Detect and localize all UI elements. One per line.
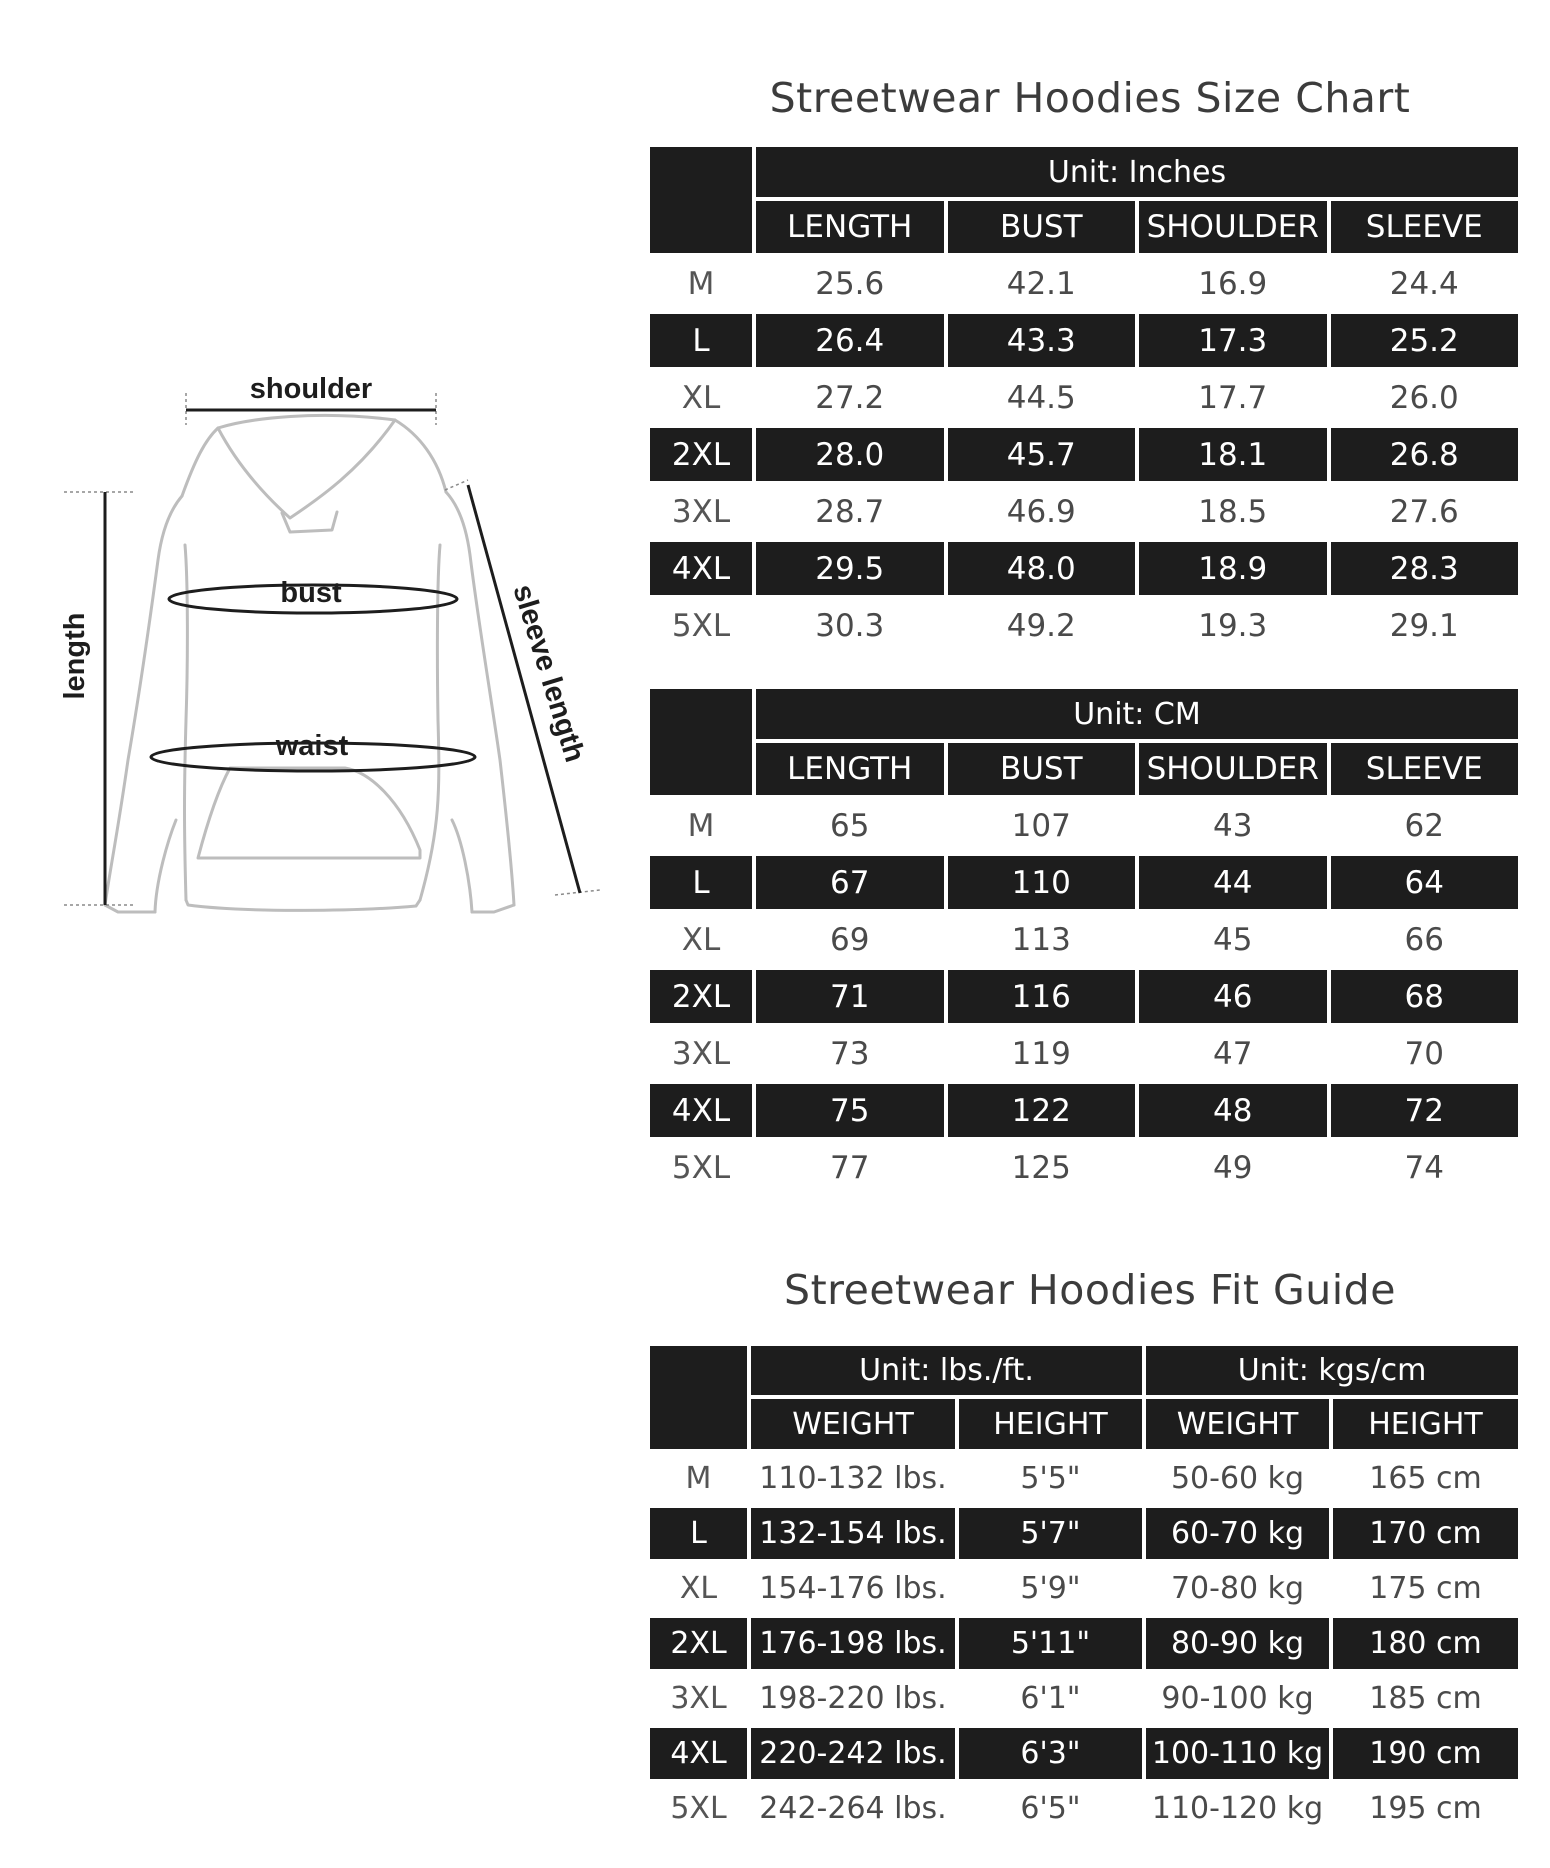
size-cell: 2XL <box>650 1618 747 1669</box>
table-row <box>650 1563 1518 1614</box>
value-cell: 175 cm <box>1369 1571 1482 1606</box>
value-cell: 107 <box>1011 807 1071 844</box>
column-header: SLEEVE <box>1331 743 1519 795</box>
corner-cell <box>650 1346 747 1449</box>
value-cell: 80-90 kg <box>1146 1618 1329 1669</box>
table-row <box>650 1783 1518 1834</box>
fit-guide-title: Streetwear Hoodies Fit Guide <box>784 1266 1396 1314</box>
value-cell: 100-110 kg <box>1146 1728 1329 1779</box>
size-cell: M <box>687 265 715 302</box>
value-cell: 180 cm <box>1333 1618 1518 1669</box>
value-cell: 17.3 <box>1139 314 1327 367</box>
value-cell: 50-60 kg <box>1170 1461 1305 1496</box>
value-cell: 49 <box>1213 1149 1253 1186</box>
value-cell: 5'9" <box>1020 1571 1081 1606</box>
table-row <box>650 856 1518 909</box>
table-row <box>650 1453 1518 1504</box>
table-row <box>650 1673 1518 1724</box>
value-cell: 45 <box>1213 921 1253 958</box>
value-cell: 29.5 <box>756 542 944 595</box>
value-cell: 27.6 <box>1389 493 1459 530</box>
value-cell: 185 cm <box>1369 1681 1482 1716</box>
table-row <box>650 485 1518 538</box>
value-cell: 113 <box>1011 921 1071 958</box>
size-chart-cm-table <box>646 685 1522 1198</box>
value-cell: 25.6 <box>815 265 885 302</box>
table-row <box>650 913 1518 966</box>
column-header: SHOULDER <box>1139 743 1327 795</box>
value-cell: 46 <box>1139 970 1327 1023</box>
table-row <box>650 542 1518 595</box>
value-cell: 66 <box>1404 921 1444 958</box>
value-cell: 18.9 <box>1139 542 1327 595</box>
column-header: SHOULDER <box>1139 201 1327 253</box>
value-cell: 67 <box>756 856 944 909</box>
size-chart-inches-table <box>646 143 1522 656</box>
column-header: HEIGHT <box>1333 1399 1518 1449</box>
table-row <box>650 1084 1518 1137</box>
value-cell: 44 <box>1139 856 1327 909</box>
value-cell: 46.9 <box>1006 493 1076 530</box>
size-cell: 4XL <box>650 1728 747 1779</box>
table-row <box>650 1618 1518 1669</box>
value-cell: 69 <box>830 921 870 958</box>
value-cell: 28.0 <box>756 428 944 481</box>
value-cell: 125 <box>1011 1149 1071 1186</box>
value-cell: 30.3 <box>815 607 885 644</box>
table-row <box>650 599 1518 652</box>
shoulder-label: shoulder <box>249 373 373 405</box>
table-row <box>650 1508 1518 1559</box>
table-row <box>650 1027 1518 1080</box>
column-header: BUST <box>948 201 1136 253</box>
value-cell: 154-176 lbs. <box>759 1571 947 1606</box>
size-cell: XL <box>679 1571 718 1606</box>
column-header: WEIGHT <box>1146 1399 1329 1449</box>
value-cell: 44.5 <box>1006 379 1076 416</box>
value-cell: 116 <box>948 970 1136 1023</box>
value-cell: 18.1 <box>1139 428 1327 481</box>
value-cell: 198-220 lbs. <box>759 1681 947 1716</box>
value-cell: 68 <box>1331 970 1519 1023</box>
value-cell: 42.1 <box>1006 265 1076 302</box>
column-header: LENGTH <box>756 743 944 795</box>
size-cell: XL <box>681 921 721 958</box>
value-cell: 60-70 kg <box>1146 1508 1329 1559</box>
value-cell: 74 <box>1404 1149 1444 1186</box>
value-cell: 6'5" <box>1020 1791 1081 1826</box>
value-cell: 190 cm <box>1333 1728 1518 1779</box>
value-cell: 24.4 <box>1389 265 1459 302</box>
fit-guide-table <box>646 1342 1522 1838</box>
value-cell: 45.7 <box>948 428 1136 481</box>
table-row <box>650 371 1518 424</box>
value-cell: 26.4 <box>756 314 944 367</box>
value-cell: 70 <box>1404 1035 1444 1072</box>
value-cell: 77 <box>830 1149 870 1186</box>
value-cell: 64 <box>1331 856 1519 909</box>
value-cell: 25.2 <box>1331 314 1519 367</box>
size-cell: 2XL <box>650 970 752 1023</box>
value-cell: 6'1" <box>1020 1681 1081 1716</box>
value-cell: 5'11" <box>959 1618 1142 1669</box>
hoodie-outline <box>105 415 514 912</box>
sleeve-length-label: sleeve length <box>506 580 591 766</box>
value-cell: 165 cm <box>1369 1461 1482 1496</box>
value-cell: 26.8 <box>1331 428 1519 481</box>
size-cell: XL <box>681 379 721 416</box>
table-row <box>650 257 1518 310</box>
value-cell: 17.7 <box>1198 379 1268 416</box>
value-cell: 73 <box>830 1035 870 1072</box>
size-cell: M <box>687 807 715 844</box>
size-cell: 5XL <box>671 607 731 644</box>
size-cell: L <box>650 1508 747 1559</box>
size-cell: 2XL <box>650 428 752 481</box>
table-row <box>650 799 1518 852</box>
column-header: BUST <box>948 743 1136 795</box>
size-chart-title: Streetwear Hoodies Size Chart <box>769 74 1411 122</box>
value-cell: 132-154 lbs. <box>751 1508 955 1559</box>
table-row <box>650 314 1518 367</box>
value-cell: 75 <box>756 1084 944 1137</box>
length-label: length <box>59 612 91 700</box>
value-cell: 242-264 lbs. <box>759 1791 947 1826</box>
value-cell: 16.9 <box>1198 265 1268 302</box>
table-row <box>650 970 1518 1023</box>
column-header: HEIGHT <box>959 1399 1142 1449</box>
column-header: LENGTH <box>756 201 944 253</box>
column-header: SLEEVE <box>1331 201 1519 253</box>
size-cell: 4XL <box>650 542 752 595</box>
table-row <box>650 428 1518 481</box>
value-cell: 18.5 <box>1198 493 1268 530</box>
corner-cell <box>650 689 752 795</box>
size-cell: L <box>650 314 752 367</box>
value-cell: 119 <box>1011 1035 1071 1072</box>
table-row <box>650 1141 1518 1194</box>
value-cell: 47 <box>1213 1035 1253 1072</box>
value-cell: 170 cm <box>1333 1508 1518 1559</box>
bust-label: bust <box>280 577 342 609</box>
unit-header-metric: Unit: kgs/cm <box>1146 1346 1518 1395</box>
value-cell: 65 <box>830 807 870 844</box>
value-cell: 72 <box>1331 1084 1519 1137</box>
value-cell: 43.3 <box>948 314 1136 367</box>
value-cell: 220-242 lbs. <box>751 1728 955 1779</box>
value-cell: 29.1 <box>1389 607 1459 644</box>
value-cell: 5'5" <box>1020 1461 1081 1496</box>
size-cell: L <box>650 856 752 909</box>
size-cell: M <box>685 1461 712 1496</box>
size-cell: 3XL <box>670 1681 727 1716</box>
value-cell: 62 <box>1404 807 1444 844</box>
value-cell: 195 cm <box>1369 1791 1482 1826</box>
column-header: WEIGHT <box>751 1399 955 1449</box>
value-cell: 110 <box>948 856 1136 909</box>
size-cell: 3XL <box>671 493 731 530</box>
value-cell: 90-100 kg <box>1161 1681 1314 1716</box>
value-cell: 71 <box>756 970 944 1023</box>
value-cell: 176-198 lbs. <box>751 1618 955 1669</box>
value-cell: 110-120 kg <box>1151 1791 1324 1826</box>
value-cell: 28.3 <box>1331 542 1519 595</box>
value-cell: 5'7" <box>959 1508 1142 1559</box>
unit-header: Unit: CM <box>756 689 1518 739</box>
size-cell: 3XL <box>671 1035 731 1072</box>
value-cell: 48 <box>1139 1084 1327 1137</box>
value-cell: 110-132 lbs. <box>759 1461 947 1496</box>
table-row <box>650 1728 1518 1779</box>
value-cell: 122 <box>948 1084 1136 1137</box>
value-cell: 6'3" <box>959 1728 1142 1779</box>
unit-header: Unit: Inches <box>756 147 1518 197</box>
value-cell: 43 <box>1213 807 1253 844</box>
value-cell: 19.3 <box>1198 607 1268 644</box>
corner-cell <box>650 147 752 253</box>
unit-header-imperial: Unit: lbs./ft. <box>751 1346 1142 1395</box>
value-cell: 28.7 <box>815 493 885 530</box>
size-cell: 5XL <box>671 1149 731 1186</box>
value-cell: 70-80 kg <box>1170 1571 1305 1606</box>
size-cell: 4XL <box>650 1084 752 1137</box>
size-cell: 5XL <box>670 1791 727 1826</box>
value-cell: 26.0 <box>1389 379 1459 416</box>
value-cell: 49.2 <box>1006 607 1076 644</box>
value-cell: 27.2 <box>815 379 885 416</box>
waist-label: waist <box>275 730 349 762</box>
value-cell: 48.0 <box>948 542 1136 595</box>
